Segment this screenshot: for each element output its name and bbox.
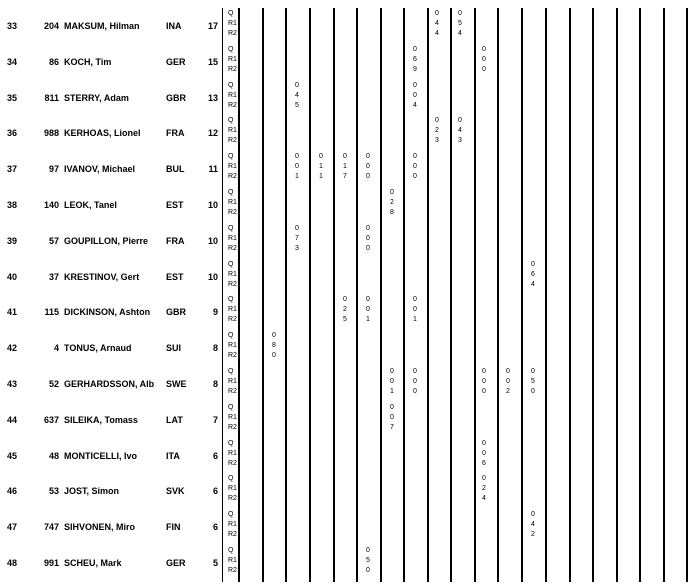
round-label: R1	[228, 485, 237, 493]
round-label: R1	[228, 413, 237, 421]
nation-cell: LAT	[166, 414, 183, 425]
score-digit: 0	[272, 352, 276, 360]
round-label: R1	[228, 91, 237, 99]
score-digit: 0	[413, 378, 417, 385]
table-row	[0, 294, 690, 330]
score-digit: 0	[366, 173, 370, 181]
score-digit: 5	[458, 20, 462, 27]
round-label: R1	[228, 449, 237, 457]
score-digit: 4	[531, 521, 535, 529]
score-digit: 0	[413, 163, 417, 171]
bib-number-cell: 115	[44, 307, 59, 318]
score-digit: 0	[366, 224, 370, 232]
athlete-name-cell: DICKINSON, Ashton	[64, 307, 151, 318]
round-label: R2	[228, 459, 237, 467]
score-digit: 4	[458, 127, 462, 135]
score-digit: 0	[482, 378, 486, 385]
score-digit: 2	[343, 306, 347, 314]
round-label: R2	[228, 209, 237, 216]
nation-cell: FIN	[166, 522, 181, 533]
rank-cell: 37	[7, 164, 18, 175]
round-label: Q	[228, 45, 234, 53]
nation-cell: SVK	[166, 486, 185, 497]
rank-cell: 34	[7, 56, 18, 67]
rank-cell: 39	[7, 235, 18, 246]
table-row	[0, 80, 690, 116]
bib-number-cell: 747	[43, 522, 59, 533]
round-label: Q	[228, 117, 234, 125]
score-digit: 0	[390, 189, 394, 196]
score-digit: 0	[366, 244, 370, 252]
points-cell: 5	[212, 558, 218, 568]
points-cell: 13	[207, 92, 218, 103]
score-digit: 2	[531, 531, 535, 539]
nation-cell: GBR	[166, 92, 186, 103]
score-digit: 0	[413, 296, 417, 304]
nation-cell: EST	[166, 271, 184, 282]
round-label: Q	[228, 368, 234, 375]
score-digit: 0	[482, 55, 486, 63]
round-label: Q	[228, 224, 234, 232]
round-label: Q	[228, 10, 234, 17]
round-label: Q	[228, 439, 234, 447]
athlete-name-cell: KERHOAS, Lionel	[64, 128, 141, 139]
score-digit: 0	[343, 296, 347, 304]
athlete-name-cell: SILEIKA, Tomass	[64, 414, 138, 425]
nation-cell: GBR	[166, 307, 186, 318]
points-cell: 6	[212, 522, 218, 533]
score-digit: 0	[435, 117, 439, 125]
bib-number-cell: 204	[43, 21, 59, 31]
rank-cell: 48	[7, 558, 18, 568]
athlete-name-cell: SCHEU, Mark	[64, 558, 122, 568]
score-digit: 0	[366, 567, 370, 574]
score-digit: 1	[319, 163, 323, 171]
bib-number-cell: 86	[48, 56, 59, 67]
table-row	[0, 509, 690, 545]
score-digit: 0	[295, 224, 299, 232]
table-row	[0, 223, 690, 259]
score-digit: 0	[531, 368, 535, 375]
round-label: R2	[228, 423, 237, 431]
score-digit: 0	[506, 378, 510, 385]
score-digit: 0	[319, 153, 323, 161]
round-label: R1	[228, 234, 237, 242]
bib-number-cell: 57	[48, 235, 59, 246]
score-digit: 0	[531, 388, 535, 395]
score-digit: 0	[295, 163, 299, 171]
round-label: Q	[228, 475, 234, 483]
score-digit: 6	[482, 459, 486, 467]
score-digit: 1	[295, 173, 299, 181]
bib-number-cell: 97	[48, 164, 59, 175]
rank-cell: 35	[7, 92, 18, 103]
points-cell: 6	[212, 486, 218, 497]
round-label: R1	[228, 20, 237, 27]
rank-cell: 38	[7, 200, 18, 210]
points-cell: 8	[212, 343, 218, 354]
score-digit: 0	[413, 368, 417, 375]
table-row	[0, 330, 690, 366]
round-label: R2	[228, 352, 237, 360]
points-cell: 12	[207, 128, 218, 139]
bib-number-cell: 48	[48, 450, 59, 461]
score-digit: 0	[366, 153, 370, 161]
bib-number-cell: 37	[48, 271, 59, 282]
score-digit: 6	[413, 55, 417, 63]
rank-cell: 45	[7, 450, 18, 461]
score-digit: 0	[366, 547, 370, 554]
score-digit: 0	[458, 10, 462, 17]
score-digit: 3	[295, 244, 299, 252]
score-digit: 0	[413, 153, 417, 161]
nation-cell: INA	[166, 21, 182, 31]
score-digit: 0	[413, 388, 417, 395]
score-digit: 0	[366, 296, 370, 304]
bib-number-cell: 988	[43, 128, 59, 139]
round-label: Q	[228, 260, 234, 268]
round-label: R1	[228, 163, 237, 171]
score-digit: 1	[319, 173, 323, 181]
score-digit: 7	[343, 173, 347, 181]
rank-cell: 43	[7, 379, 18, 389]
score-digit: 0	[531, 511, 535, 519]
athlete-name-cell: LEOK, Tanel	[64, 200, 117, 210]
score-digit: 0	[482, 449, 486, 457]
round-label: R2	[228, 137, 237, 145]
athlete-name-cell: KRESTINOV, Gert	[64, 271, 140, 282]
score-digit: 0	[413, 45, 417, 53]
score-digit: 8	[390, 209, 394, 216]
nation-cell: FRA	[166, 235, 185, 246]
score-digit: 0	[390, 368, 394, 375]
points-cell: 10	[207, 235, 218, 246]
score-digit: 0	[366, 234, 370, 242]
round-label: Q	[228, 296, 234, 304]
points-cell: 8	[212, 379, 218, 389]
athlete-name-cell: SIHVONEN, Miro	[64, 522, 136, 533]
score-digit: 5	[366, 557, 370, 564]
table-row	[0, 8, 690, 44]
table-row	[0, 151, 690, 187]
round-label: R2	[228, 280, 237, 288]
round-label: R2	[228, 388, 237, 395]
rank-cell: 44	[7, 414, 18, 425]
score-digit: 0	[482, 388, 486, 395]
round-label: R2	[228, 495, 237, 503]
nation-cell: EST	[166, 200, 184, 210]
nation-cell: ITA	[166, 450, 180, 461]
bib-number-cell: 811	[44, 92, 59, 103]
round-label: Q	[228, 403, 234, 411]
score-digit: 0	[343, 153, 347, 161]
score-digit: 0	[413, 91, 417, 99]
bib-number-cell: 4	[53, 343, 59, 354]
score-digit: 0	[482, 368, 486, 375]
round-label: Q	[228, 511, 234, 519]
points-cell: 7	[212, 414, 218, 425]
round-label: R2	[228, 567, 237, 574]
score-digit: 0	[482, 475, 486, 483]
score-digit: 7	[390, 423, 394, 431]
round-label: R1	[228, 55, 237, 63]
rank-cell: 42	[7, 343, 18, 354]
score-digit: 4	[458, 30, 462, 37]
athlete-name-cell: KOCH, Tim	[64, 56, 112, 67]
score-digit: 1	[413, 316, 417, 324]
score-digit: 1	[366, 316, 370, 324]
round-label: Q	[228, 547, 234, 554]
score-digit: 8	[272, 342, 276, 350]
athlete-name-cell: GERHARDSSON, Alb	[64, 379, 155, 389]
table-row	[0, 115, 690, 151]
rank-cell: 40	[7, 271, 18, 282]
rank-cell: 33	[7, 21, 18, 31]
score-digit: 2	[482, 485, 486, 493]
round-label: R2	[228, 173, 237, 181]
score-digit: 4	[435, 30, 439, 37]
table-row	[0, 44, 690, 80]
round-label: R2	[228, 101, 237, 109]
nation-cell: GER	[166, 56, 186, 67]
athlete-name-cell: JOST, Simon	[64, 486, 120, 497]
score-digit: 0	[413, 81, 417, 89]
nation-cell: SWE	[166, 379, 187, 389]
round-label: R2	[228, 316, 237, 324]
round-label: R1	[228, 270, 237, 278]
points-cell: 10	[207, 271, 218, 282]
athlete-name-cell: MAKSUM, Hilman	[64, 21, 140, 31]
round-label: R1	[228, 378, 237, 385]
table-row	[0, 187, 690, 223]
round-label: R1	[228, 306, 237, 314]
round-label: R2	[228, 65, 237, 73]
score-digit: 0	[413, 306, 417, 314]
score-digit: 0	[390, 413, 394, 421]
points-cell: 11	[208, 164, 218, 175]
rank-cell: 41	[7, 307, 18, 318]
score-digit: 0	[390, 403, 394, 411]
score-digit: 0	[295, 81, 299, 89]
table-row	[0, 366, 690, 402]
score-digit: 7	[295, 234, 299, 242]
bib-number-cell: 637	[43, 414, 59, 425]
athlete-name-cell: TONUS, Arnaud	[64, 343, 132, 354]
points-cell: 15	[207, 56, 218, 67]
score-digit: 2	[435, 127, 439, 135]
score-digit: 0	[366, 306, 370, 314]
score-digit: 3	[458, 137, 462, 145]
rank-cell: 36	[7, 128, 18, 139]
score-digit: 0	[366, 163, 370, 171]
score-digit: 2	[506, 388, 510, 395]
bib-number-cell: 52	[48, 379, 59, 389]
score-digit: 5	[295, 101, 299, 109]
score-digit: 0	[390, 378, 394, 385]
score-digit: 6	[531, 270, 535, 278]
score-digit: 4	[413, 101, 417, 109]
round-label: Q	[228, 153, 234, 161]
rank-cell: 46	[7, 486, 18, 497]
round-label: R2	[228, 531, 237, 539]
round-label: Q	[228, 332, 234, 340]
score-digit: 0	[482, 45, 486, 53]
round-label: Q	[228, 189, 234, 196]
points-cell: 17	[207, 21, 218, 31]
score-digit: 0	[531, 260, 535, 268]
round-label: R1	[228, 521, 237, 529]
points-cell: 9	[212, 307, 218, 318]
score-digit: 5	[343, 316, 347, 324]
round-label: R1	[228, 127, 237, 135]
score-digit: 3	[435, 137, 439, 145]
nation-cell: FRA	[166, 128, 185, 139]
points-cell: 6	[212, 450, 218, 461]
points-cell: 10	[207, 200, 218, 210]
table-row	[0, 438, 690, 474]
score-digit: 4	[482, 495, 486, 503]
athlete-name-cell: GOUPILLON, Pierre	[64, 235, 149, 246]
score-digit: 0	[482, 439, 486, 447]
round-label: R1	[228, 199, 237, 206]
score-digit: 4	[435, 20, 439, 27]
nation-cell: BUL	[166, 164, 185, 175]
bib-number-cell: 53	[48, 486, 59, 497]
table-row	[0, 402, 690, 438]
athlete-name-cell: STERRY, Adam	[64, 92, 129, 103]
round-label: R1	[228, 557, 237, 564]
score-digit: 1	[390, 388, 394, 395]
table-row	[0, 545, 690, 581]
score-digit: 0	[482, 65, 486, 73]
table-row	[0, 473, 690, 509]
score-digit: 4	[295, 91, 299, 99]
round-label: R2	[228, 30, 237, 37]
score-digit: 1	[343, 163, 347, 171]
round-label: R1	[228, 342, 237, 350]
round-label: R2	[228, 244, 237, 252]
athlete-name-cell: IVANOV, Michael	[64, 164, 136, 175]
nation-cell: SUI	[166, 343, 182, 354]
score-digit: 2	[390, 199, 394, 206]
score-digit: 9	[413, 65, 417, 73]
rank-cell: 47	[7, 522, 18, 533]
bib-number-cell: 140	[43, 200, 59, 210]
score-digit: 0	[435, 10, 439, 17]
score-digit: 0	[295, 153, 299, 161]
score-digit: 0	[506, 368, 510, 375]
table-row	[0, 259, 690, 295]
nation-cell: GER	[166, 558, 186, 568]
athlete-name-cell: MONTICELLI, Ivo	[64, 450, 137, 461]
score-digit: 0	[413, 173, 417, 181]
score-digit: 4	[531, 280, 535, 288]
score-digit: 0	[272, 332, 276, 340]
bib-number-cell: 991	[43, 558, 59, 568]
score-digit: 5	[531, 378, 535, 385]
score-digit: 0	[458, 117, 462, 125]
round-label: Q	[228, 81, 234, 89]
